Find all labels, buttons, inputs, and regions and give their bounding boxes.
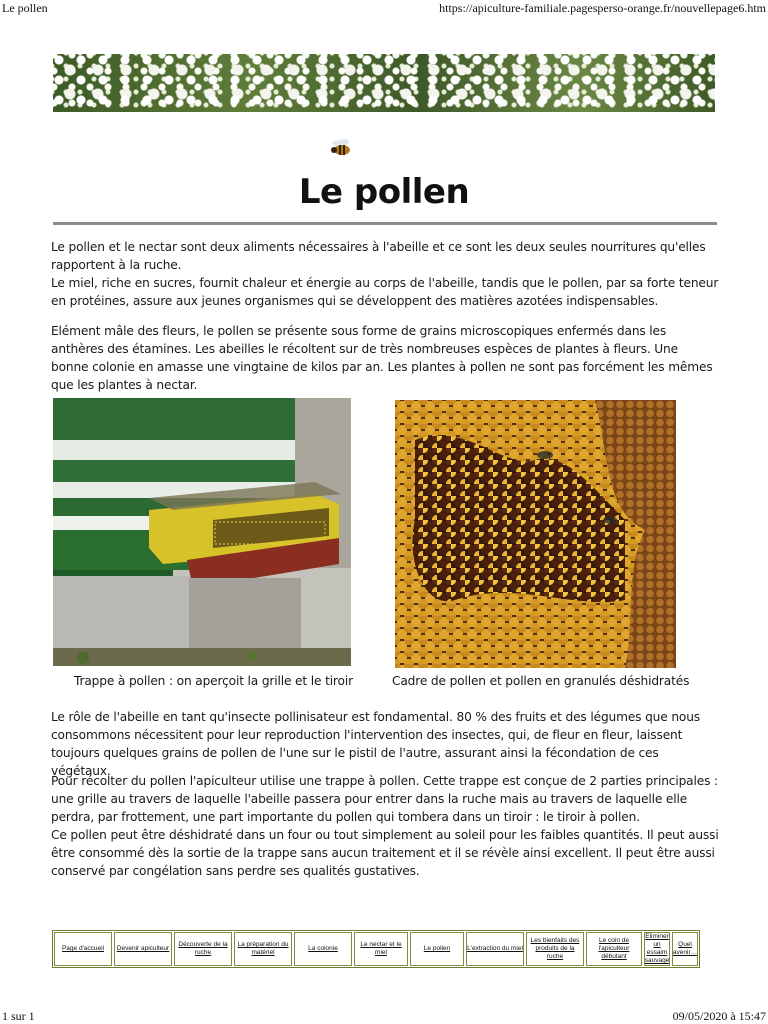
nav-link-debutant[interactable]: Le coin de l'apiculteur débutant: [586, 932, 642, 966]
nav-link-pollen[interactable]: Le pollen: [410, 932, 464, 966]
nav-link-accueil[interactable]: Page d'accueil: [54, 932, 112, 966]
paragraph-honey: Le miel, riche en sucres, fournit chaleur et énergie au corps de l'abeille, tandis que le pollen, par sa forte teneur en protéines, assure aux jeunes organismes qui se développent des matières azotées indispensables.: [51, 276, 719, 308]
bee-icon: [330, 138, 354, 158]
pollen-trap-caption: Trappe à pollen : on aperçoit la grille et le tiroir: [74, 674, 353, 688]
print-footer: [0, 1008, 768, 1024]
intro-text-block: [51, 238, 719, 310]
print-datetime: 09/05/2020 à 15:47: [672, 1009, 766, 1023]
pollen-comb-caption: Cadre de pollen et pollen en granulés déshidratés: [392, 674, 690, 688]
print-url: https://apiculture-familiale.pagesperso-orange.fr/nouvellepage6.htm: [439, 1, 766, 15]
title-divider: [53, 222, 717, 225]
nav-link-bienfaits[interactable]: Les bienfaits des produits de la ruche: [526, 932, 584, 966]
print-page-title: Le pollen: [2, 1, 48, 15]
nav-link-ruche[interactable]: Découverte de la ruche: [174, 932, 232, 966]
pollen-description-block: [51, 322, 719, 394]
nav-link-colonie[interactable]: La colonie: [294, 932, 352, 966]
site-navigation-table: [52, 930, 700, 968]
nav-link-essaim[interactable]: Eliminer un essaim sauvage: [644, 933, 670, 964]
pollination-block: [51, 708, 719, 780]
nav-link-nectar[interactable]: Le nectar et le miel: [354, 932, 408, 966]
paragraph-intro: Le pollen et le nectar sont deux aliments nécessaires à l'abeille et ce sont les deux seules nourritures qu'elles rapportent à la ruche.: [51, 240, 706, 272]
pollen-trap-photo: [53, 398, 351, 666]
print-header: [0, 0, 768, 16]
harvest-block: [51, 772, 719, 880]
nav-link-materiel[interactable]: La préparation du matériel: [234, 932, 292, 966]
nav-link-avenir[interactable]: Quel avenir…: [672, 932, 698, 966]
nav-link-extraction[interactable]: L'extraction du miel: [466, 932, 524, 966]
page-title: Le pollen: [298, 172, 470, 212]
paragraph-pollen-origin: Elément mâle des fleurs, le pollen se présente sous forme de grains microscopiques enfermés dans les anthères des étamines. Les abeilles le récoltent sur de très nombreuses espèces de plantes à fleurs. Une bonne colonie en amasse une vingtaine de kilos par an. Les plantes à pollen ne sont pas forcément les mêmes que les plantes à nectar.: [51, 324, 713, 392]
paragraph-pollen-storage: Ce pollen peut être déshidraté dans un four ou tout simplement au soleil pour les faibles quantités. Il peut aussi être consommé dès la sortie de la trappe sans aucun traitement et il se révèle ainsi excellent. Il peut être aussi conservé par congélation sans perdre ses qualités gustatives.: [51, 828, 719, 878]
paragraph-pollination: Le rôle de l'abeille en tant qu'insecte pollinisateur est fondamental. 80 % des fruits et des légumes que nous consommons nécessitent pour leur reproduction l'intervention des insectes, qui, de fleur en fleur, laissent toujours quelques grains de pollen de l'une sur le pistil de l'autre, assurant ainsi la fécondation de ces végétaux.: [51, 710, 700, 778]
pollen-comb-photo: [395, 400, 676, 668]
print-page-count: 1 sur 1: [2, 1009, 35, 1023]
nav-link-devenir[interactable]: Devenir apiculteur: [114, 932, 172, 966]
paragraph-pollen-trap: Pour récolter du pollen l'apiculteur utilise une trappe à pollen. Cette trappe est conçue de 2 parties principales : une grille au travers de laquelle l'abeille passera pour entrer dans la ruche mais au travers de laquelle elle perdra, par frottement, une part importante du pollen qui tombera dans un tiroir : le tiroir à pollen.: [51, 774, 718, 824]
flower-banner: [53, 54, 715, 112]
